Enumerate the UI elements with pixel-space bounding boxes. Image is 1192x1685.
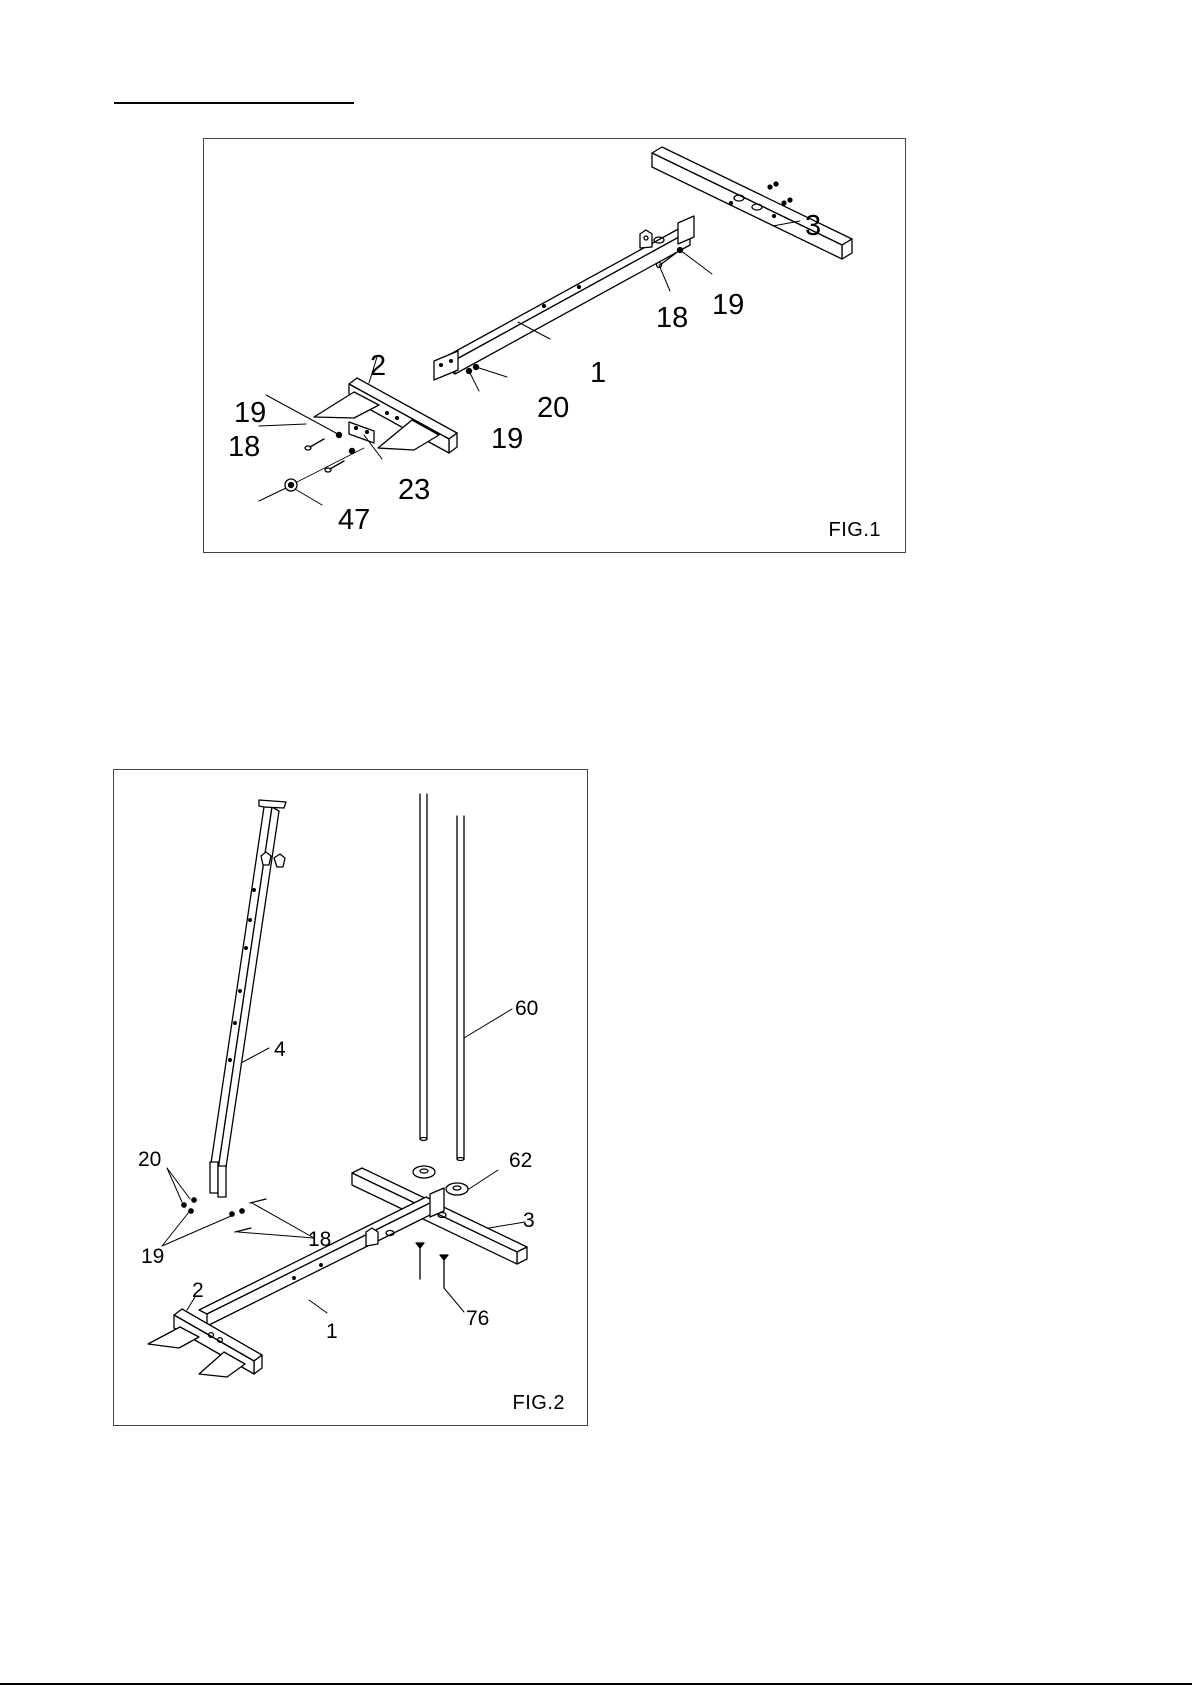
fig2-label-2: 2 (192, 1279, 204, 1302)
fig2-label-62: 62 (509, 1149, 533, 1172)
fig1-label-18-rear: 18 (656, 302, 689, 334)
foot-part-2 (314, 378, 457, 453)
fig1-label-20: 20 (537, 392, 570, 424)
foot-part-2 (148, 1309, 262, 1377)
fig1-label-1: 1 (590, 357, 607, 389)
fig1-label-2: 2 (370, 350, 387, 382)
section-heading-underline (114, 102, 354, 104)
fig2-label-60: 60 (515, 997, 539, 1020)
bolts-part-76 (416, 1243, 448, 1288)
figure-2-caption: FIG.2 (512, 1392, 565, 1414)
main-rail-part-1 (434, 216, 694, 380)
figure-1-panel (203, 138, 906, 553)
figure-1-caption: FIG.1 (828, 519, 881, 541)
fig1-label-19-front: 19 (491, 423, 524, 455)
fig1-label-3: 3 (805, 210, 822, 242)
crossbar-part-3 (352, 1168, 527, 1264)
fig2-label-19: 19 (141, 1245, 165, 1268)
fig2-label-18: 18 (308, 1228, 332, 1251)
fig2-label-20: 20 (138, 1148, 162, 1171)
fig1-label-23: 23 (398, 474, 431, 506)
foot-hardware (259, 432, 364, 501)
figure-1-drawing (204, 139, 907, 554)
fig2-label-76: 76 (466, 1307, 490, 1330)
upright-hardware (182, 1198, 266, 1232)
base-rail-part-1 (199, 1188, 444, 1326)
figure-2-drawing (114, 770, 589, 1427)
fig1-label-19-rear: 19 (712, 289, 745, 321)
plate-part-23 (349, 422, 374, 443)
figure-2-panel (113, 769, 588, 1426)
fig1-label-18-foot: 18 (228, 431, 261, 463)
fig2-label-3: 3 (523, 1209, 535, 1232)
upright-part-4 (210, 800, 286, 1197)
fig1-leader-lines (259, 221, 800, 505)
fig1-label-47: 47 (338, 504, 371, 536)
fig1-label-19-foot: 19 (234, 397, 267, 429)
fig2-label-4: 4 (274, 1038, 286, 1061)
rods-part-60 (420, 794, 464, 1161)
fig2-label-1: 1 (326, 1320, 338, 1343)
